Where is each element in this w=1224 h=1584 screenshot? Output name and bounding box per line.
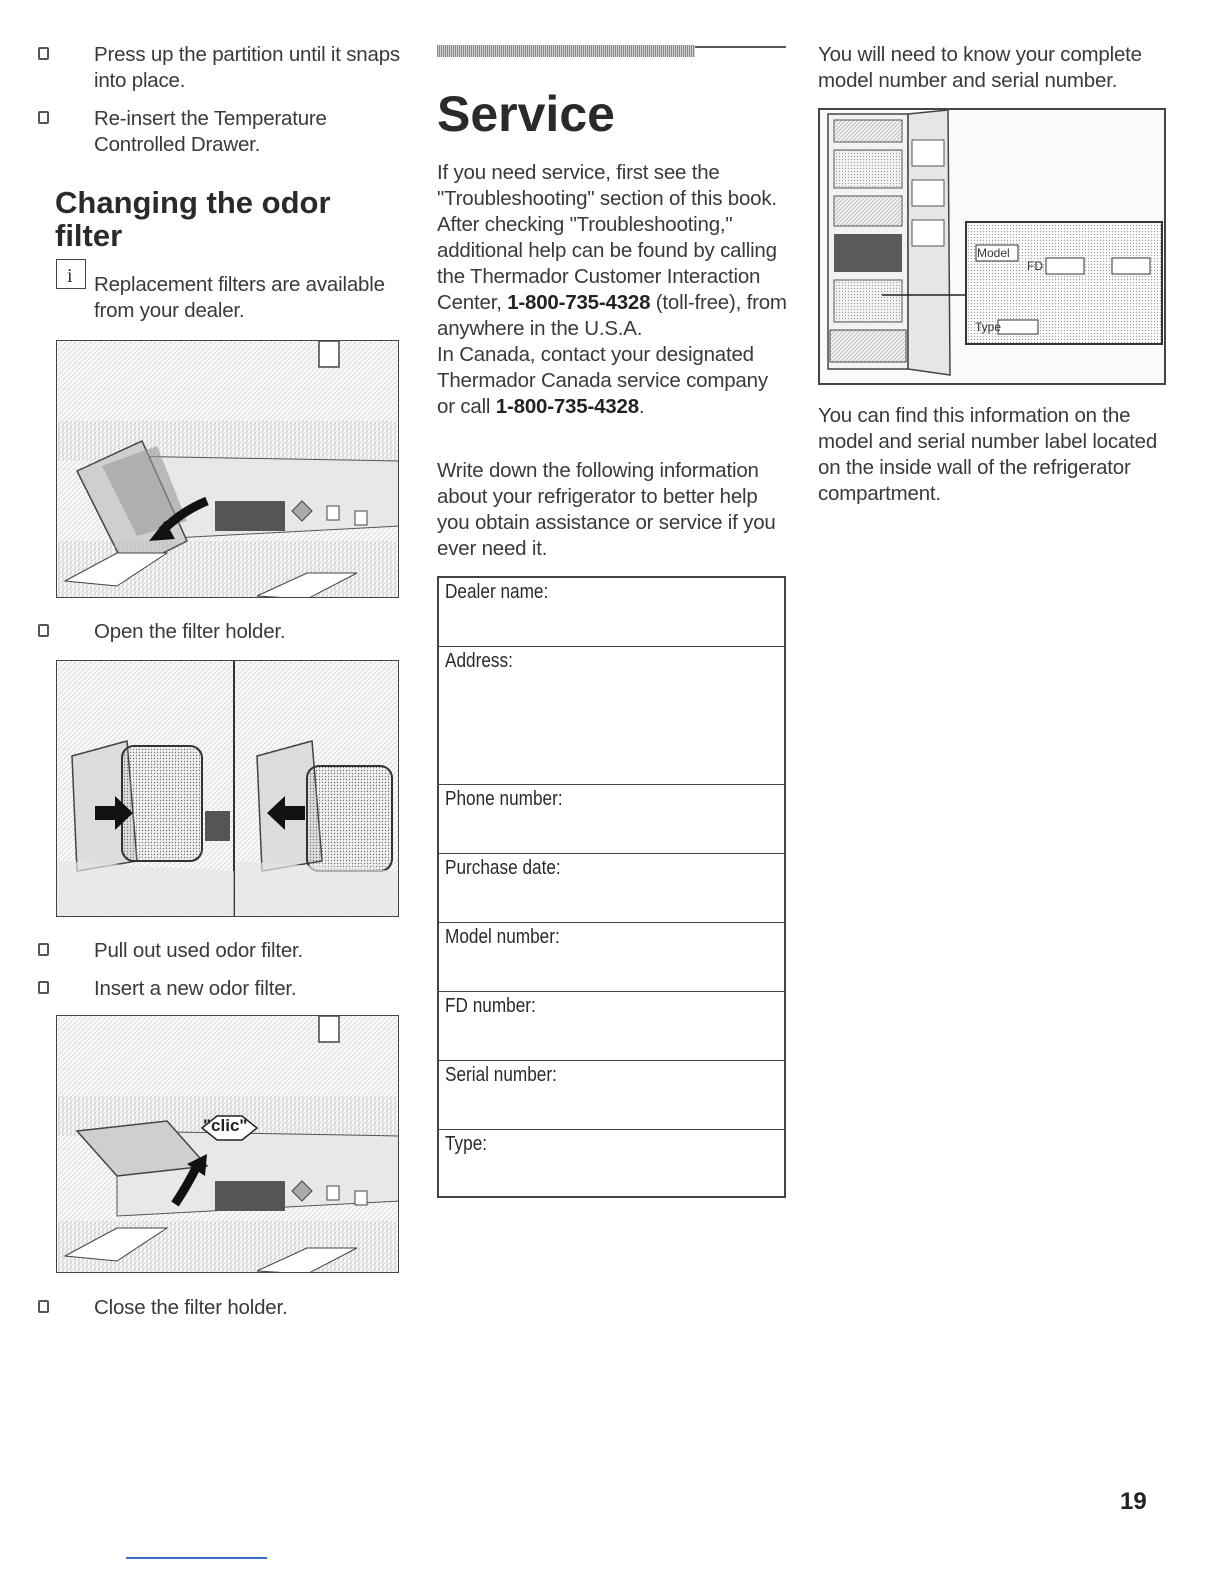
form-row-type[interactable] <box>439 1130 784 1196</box>
form-label: Serial number: <box>445 1064 557 1086</box>
bullet-text: Pull out used odor filter. <box>94 939 304 962</box>
section-heading-odor-filter: Changing the odor filter <box>55 185 331 253</box>
form-label: FD number: <box>445 995 536 1017</box>
label-type: Type <box>975 320 1002 334</box>
checkbox-bullet-icon <box>38 981 49 994</box>
checkbox-bullet-icon <box>38 111 49 124</box>
click-sound-label: "clic" <box>203 1116 248 1135</box>
checkbox-bullet-icon <box>38 1300 49 1313</box>
form-label: Type: <box>445 1133 488 1155</box>
info-icon-glyph <box>57 260 84 287</box>
service-info-form <box>437 576 786 1198</box>
replace-filter-illustration <box>57 661 399 917</box>
bullet-text: Press up the partition until it snaps into place. <box>94 43 400 92</box>
model-serial-intro: You will need to know your complete model number and serial number. <box>818 43 1142 92</box>
checkbox-bullet-icon <box>38 624 49 637</box>
phone-number-canada: 1-800-735-4328 <box>495 395 639 418</box>
section-rule-hatched <box>437 45 695 57</box>
form-label: Model number: <box>445 926 560 948</box>
phone-number-us: 1-800-735-4328 <box>507 291 651 314</box>
form-row-model-number[interactable] <box>439 923 784 992</box>
form-label: Address: <box>445 650 513 672</box>
bullet-text: Re-insert the Temperature Controlled Drawer. <box>94 107 327 156</box>
service-paragraph <box>437 160 789 420</box>
service-instructions: Write down the following information about your refrigerator to better help you obtain assistance or service if you ever need it. <box>437 459 776 560</box>
service-para-part2: (toll-free), from anywhere in the U.S.A. <box>437 291 787 340</box>
figure-close-filter-holder <box>56 1015 399 1273</box>
form-row-fd-number[interactable] <box>439 992 784 1061</box>
figure-replace-odor-filter <box>56 660 399 917</box>
service-para-part1: If you need service, first see the "Troubleshooting" section of this book. After checking "Troubleshooting," additional help can be found by calling the Thermador Customer Interaction Center, <box>437 161 777 314</box>
section-rule-line <box>695 46 786 48</box>
info-icon <box>56 259 86 289</box>
checkbox-bullet-icon <box>38 47 49 60</box>
figure-rating-label-location <box>818 108 1166 385</box>
form-label: Dealer name: <box>445 581 549 603</box>
form-row-address[interactable] <box>439 647 784 785</box>
page-number: 19 <box>1120 1488 1147 1515</box>
form-row-purchase-date[interactable] <box>439 854 784 923</box>
bottom-accent-line <box>126 1557 267 1559</box>
bullet-text: Close the filter holder. <box>94 1296 288 1319</box>
svg-text:i: i <box>67 265 73 287</box>
service-para-end: . <box>638 395 645 418</box>
form-row-dealer-name[interactable] <box>439 578 784 647</box>
page-title: Service <box>437 86 615 142</box>
service-para-part3: In Canada, contact your designated Thermador Canada service company or call <box>437 343 768 418</box>
form-label: Purchase date: <box>445 857 561 879</box>
close-holder-illustration <box>57 1016 399 1273</box>
figure-open-filter-holder <box>56 340 399 598</box>
label-model: Model <box>977 246 1010 260</box>
form-row-phone-number[interactable] <box>439 785 784 854</box>
checkbox-bullet-icon <box>38 943 49 956</box>
form-label: Phone number: <box>445 788 563 810</box>
filter-holder-illustration <box>57 341 399 598</box>
model-serial-location: You can find this information on the model and serial number label located on the inside wall of the refrigerator compartment. <box>818 404 1158 505</box>
form-row-serial-number[interactable] <box>439 1061 784 1130</box>
label-fd: FD <box>1027 259 1043 273</box>
info-text: Replacement filters are available from your dealer. <box>94 273 385 322</box>
bullet-text: Insert a new odor filter. <box>94 977 297 1000</box>
bullet-text: Open the filter holder. <box>94 620 286 643</box>
